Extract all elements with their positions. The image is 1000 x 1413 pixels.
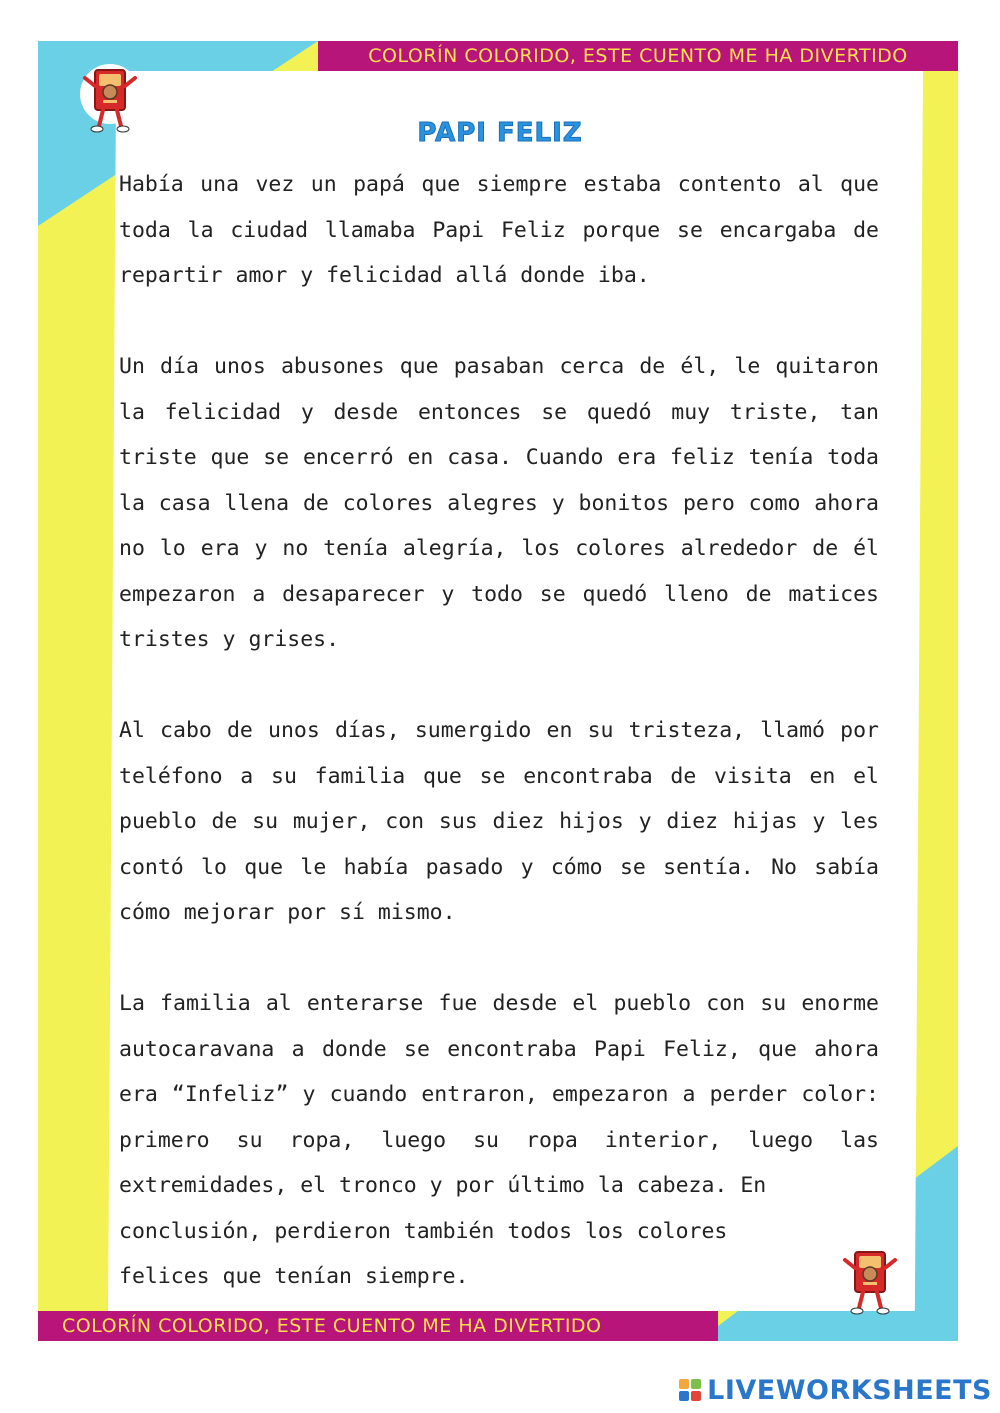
- story-paragraph: Al cabo de unos días, sumergido en su tristeza, llamó por teléfono a su familia que se encontraba de visita en el pueblo de su mujer, con sus diez hijos y diez hijas y les contó lo que le había pasado y cómo se sentía. No sabía cómo mejorar por sí mismo.: [119, 718, 879, 925]
- banner-bottom: COLORÍN COLORIDO, ESTE CUENTO ME HA DIVERTIDO: [38, 1311, 718, 1341]
- logo-text: LIVEWORKSHEETS: [707, 1374, 992, 1406]
- page-title: PAPI FELIZ: [417, 118, 583, 148]
- story-text: [119, 162, 879, 1300]
- liveworksheets-logo-icon: [679, 1379, 701, 1401]
- banner-top: COLORÍN COLORIDO, ESTE CUENTO ME HA DIVERTIDO: [318, 41, 958, 71]
- story-paragraph: Un día unos abusones que pasaban cerca de él, le quitaron la felicidad y desde entonces se quedó muy triste, tan triste que se encerró en casa. Cuando era feliz tenía toda la casa llena de colores alegres y bonitos pero como ahora no lo era y no tenía alegría, los colores alrededor de él empezaron a desaparecer y todo se quedó lleno de matices tristes y grises.: [119, 354, 879, 652]
- story-line: conclusión, perdieron también todos los colores: [119, 1218, 728, 1244]
- story-line: felices que tenían siempre.: [119, 1264, 469, 1289]
- story-paragraph: Había una vez un papá que siempre estaba contento al que toda la ciudad llamaba Papi Feliz porque se encargaba de repartir amor y felicidad allá donde iba.: [119, 172, 879, 288]
- liveworksheets-logo[interactable]: [679, 1372, 992, 1408]
- story-paragraph: La familia al enterarse fue desde el pueblo con su enorme autocaravana a donde se encontraba Papi Feliz, que ahora era “Infeliz” y cuando entraron, empezaron a perder color: primero su ropa, luego su ropa interior, luego las extremidades, el tronco y por último la cabeza. En: [119, 991, 879, 1198]
